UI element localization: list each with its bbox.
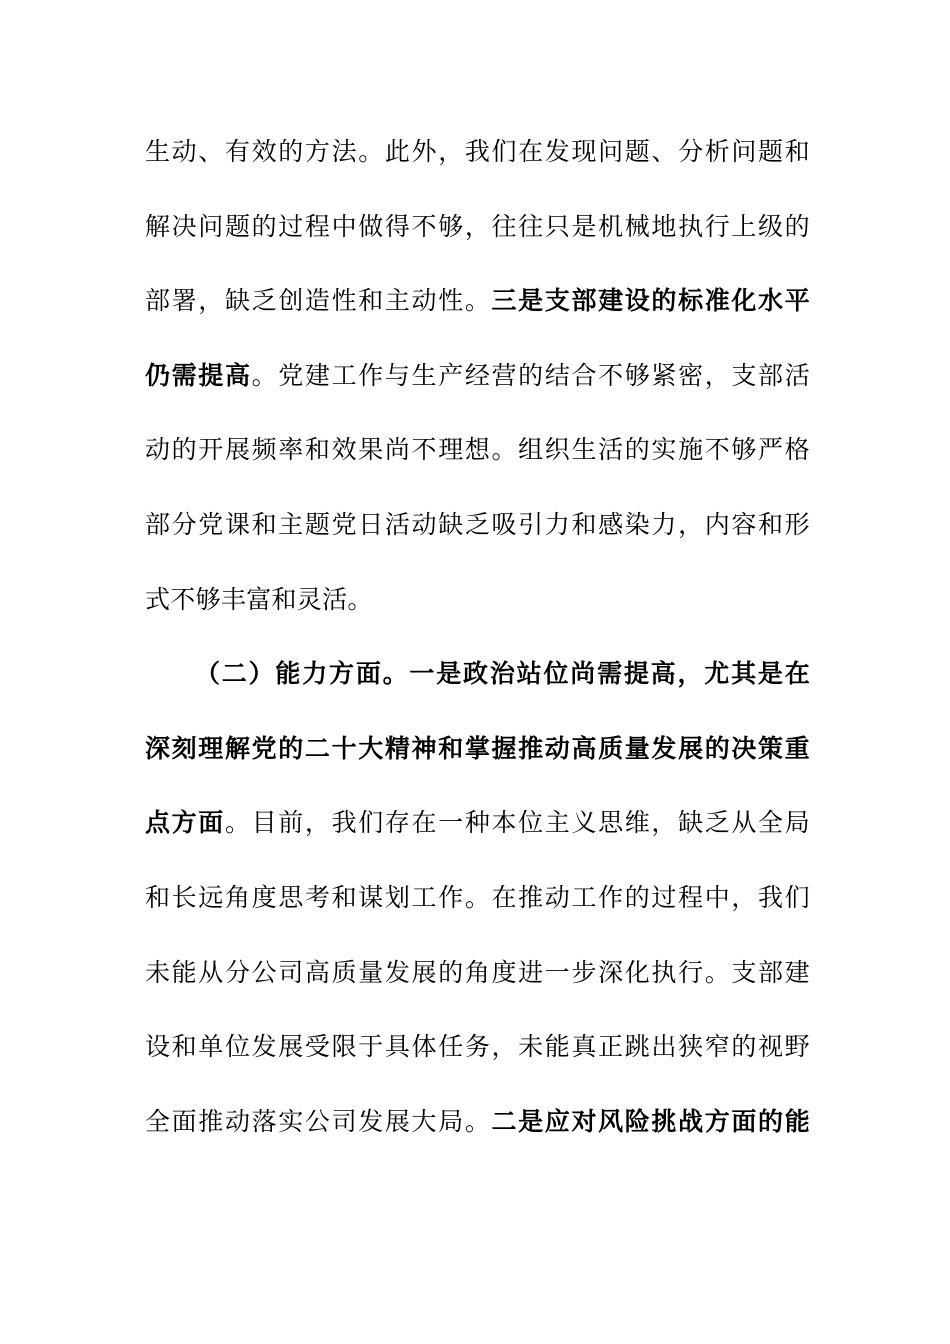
text-segment: 部分党课和主题党日活动缺乏吸引力和感染力，内容和形	[145, 510, 810, 539]
text-line	[145, 953, 810, 993]
text-line	[145, 207, 810, 247]
text-segment: 全面推动落实公司发展大局。	[145, 1106, 492, 1136]
bold-text-segment: 点方面	[145, 808, 225, 838]
text-segment: 解决问题的过程中做得不够，往往只是机械地执行上级的	[145, 211, 810, 241]
text-line	[145, 1027, 810, 1067]
text-segment: 。党建工作与生产经营的结合不够紧密，支部活	[251, 360, 810, 390]
text-line	[145, 878, 810, 918]
text-line	[145, 356, 810, 396]
text-segment: 生动、有效的方法。此外，我们在发现问题、分析问题和	[145, 137, 810, 166]
bold-text-segment: 三是支部建设的标准化水平	[491, 286, 810, 316]
text-segment: 和长远角度思考和谋划工作。在推动工作的过程中，我们	[145, 883, 810, 912]
text-segment: 部署，缺乏创造性和主动性。	[145, 286, 492, 316]
text-line	[145, 281, 810, 321]
bold-text-segment: 二是应对风险挑战方面的能	[491, 1106, 810, 1136]
text-line	[145, 430, 810, 470]
text-line	[145, 654, 810, 694]
text-segment: 。目前，我们存在一种本位主义思维，缺乏从全局	[224, 808, 810, 838]
text-line	[145, 729, 810, 769]
text-segment: 设和单位发展受限于具体任务，未能真正跳出狭窄的视野	[145, 1032, 810, 1062]
text-line	[145, 132, 810, 172]
text-segment: 未能从分公司高质量发展的角度进一步深化执行。支部建	[145, 957, 810, 987]
bold-text-segment: 仍需提高	[145, 360, 252, 390]
bold-text-segment: 深刻理解党的二十大精神和掌握推动高质量发展的决策重	[145, 733, 810, 763]
text-line	[145, 580, 810, 620]
text-segment: 动的开展频率和效果尚不理想。组织生活的实施不够严格	[145, 435, 810, 465]
text-line	[145, 803, 810, 843]
text-line	[145, 505, 810, 545]
bold-text-segment: （二）能力方面。一是政治站位尚需提高，尤其是在	[195, 659, 810, 689]
text-line	[145, 1102, 810, 1142]
text-segment: 式不够丰富和灵活。	[145, 584, 373, 614]
